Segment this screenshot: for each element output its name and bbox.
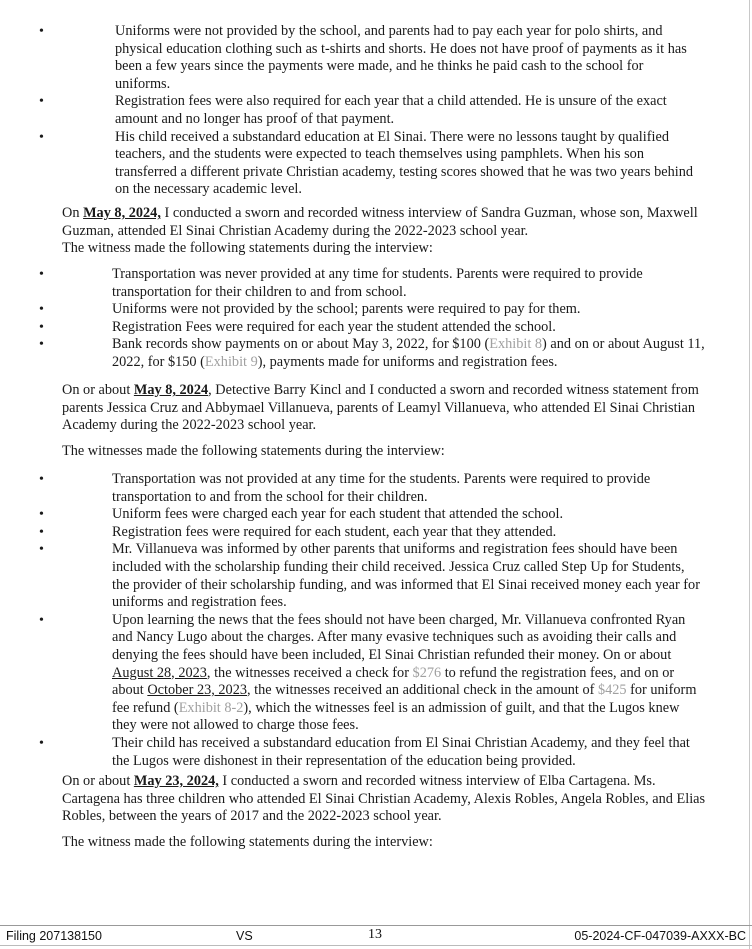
paragraph-guzman-interview: On May 8, 2024, I conducted a sworn and recorded witness interview of Sandra Guzman, whose son, Maxwell Guzman, attended El Sinai Christian Academy during the 2022-2023 school year. The witness made the following statements during the interview: — [62, 205, 698, 257]
date-aug-28: August 28, 2023 — [112, 664, 207, 681]
page-number: 13 — [368, 927, 382, 942]
exhibit-9-ref: Exhibit 9 — [204, 353, 258, 370]
filing-number: Filing 207138150 — [6, 929, 102, 943]
list-item: • Their child has received a substandard education from El Sinai Christian Academy, and they feel that the Lugos were dishonest in their representation of the education being provided. — [62, 735, 704, 770]
list-item: • Registration fees were required for each student, each year that they attended. — [62, 524, 704, 542]
amount-276: $276 — [412, 664, 442, 681]
date-oct-23: October 23, 2023 — [147, 682, 248, 699]
date-may-8: May 8, 2024, — [83, 205, 161, 221]
list-item: • Registration Fees were required for each year the student attended the school. — [62, 319, 707, 337]
bullet-list-1 — [62, 23, 702, 199]
paragraph-cruz-villanueva: On or about May 8, 2024, Detective Barry Kincl and I conducted a sworn and recorded witness statement from parents Jessica Cruz and Abbymael Villanueva, parents of Leamyl Villanueva, who attended El Sinai Christian Academy during the 2022-2023 school year. — [62, 382, 699, 434]
list-item: • Uniforms were not provided by the school, and parents had to pay each year for polo shirts, and physical education clothing such as t-shirts and shorts. He does not have proof of payments as it has been a few years since the payments were made, and he thinks he paid cash to the school for uniforms. — [62, 23, 702, 93]
bullet-list-3 — [62, 471, 704, 770]
date-may-8-b: May 8, 2024 — [133, 382, 209, 398]
list-item: • Bank records show payments on or about May 3, 2022, for $100 (Exhibit 8) and on or about August 11, 2022, for $150 (Exhibit 9), payments made for uniforms and registration fees. — [62, 336, 707, 371]
footer-rule — [0, 925, 752, 926]
exhibit-8-ref: Exhibit 8 — [489, 336, 543, 353]
paragraph-cartagena-interview: On or about May 23, 2024, I conducted a sworn and recorded witness interview of Elba Cartagena. Ms. Cartagena has three children who attended El Sinai Christian Academy, Alexis Robles, Angela Robles, and Elias Robles, between the years of 2017 and the 2022-2023 school year. — [62, 773, 706, 825]
statements-intro: The witnesses made the following statements during the interview: — [62, 443, 445, 459]
list-item: • Upon learning the news that the fees should not have been charged, Mr. Villanueva confronted Ryan and Nancy Lugo about the charges. After many evasive techniques such as avoiding their calls and denying the fees should have been included, El Sinai Christian refunded their money. On or about August 28, 2023, the witnesses received a check for $276 to refund the registration fees, and on or about October 23, 2023, the witnesses received an additional check in the amount of $425 for uniform fee refund (Exhibit 8-2), which the witnesses feel is an admission of guilt, and that the Lugos knew they were not allowed to charge those fees. — [62, 612, 704, 735]
page-edge-line — [749, 0, 750, 949]
footer-vs: VS — [236, 929, 253, 943]
bullet-list-2 — [62, 266, 707, 372]
list-item: • His child received a substandard education at El Sinai. There were no lessons taught by qualified teachers, and the students were expected to teach themselves using pamphlets. When his son transferred a different private Christian academy, testing scores showed that he was two years behind on the necessary academic level. — [62, 129, 702, 199]
case-number: 05-2024-CF-047039-AXXX-BC — [574, 929, 746, 943]
statements-intro-2: The witness made the following statements during the interview: — [62, 834, 433, 850]
date-may-23: May 23, 2024, — [133, 773, 219, 789]
list-item: • Transportation was not provided at any time for the students. Parents were required to provide transportation to and from the school for their children. — [62, 471, 704, 506]
list-item: • Registration fees were also required for each year that a child attended. He is unsure of the exact amount and no longer has proof of that payment. — [62, 93, 702, 128]
list-item: • Mr. Villanueva was informed by other parents that uniforms and registration fees should have been included with the scholarship funding their child received. Jessica Cruz called Step Up for Students, the provider of their scholarship funding, and was informed that El Sinai received money each year for uniforms and registration fees. — [62, 541, 704, 611]
footer-rule-bottom — [0, 945, 752, 946]
list-item: • Uniform fees were charged each year for each student that attended the school. — [62, 506, 704, 524]
amount-425: $425 — [597, 682, 627, 699]
exhibit-8-2-ref: Exhibit 8-2 — [178, 699, 244, 716]
list-item: • Uniforms were not provided by the school; parents were required to pay for them. — [62, 301, 707, 319]
list-item: • Transportation was never provided at any time for students. Parents were required to provide transportation for their children to and from school. — [62, 266, 707, 301]
